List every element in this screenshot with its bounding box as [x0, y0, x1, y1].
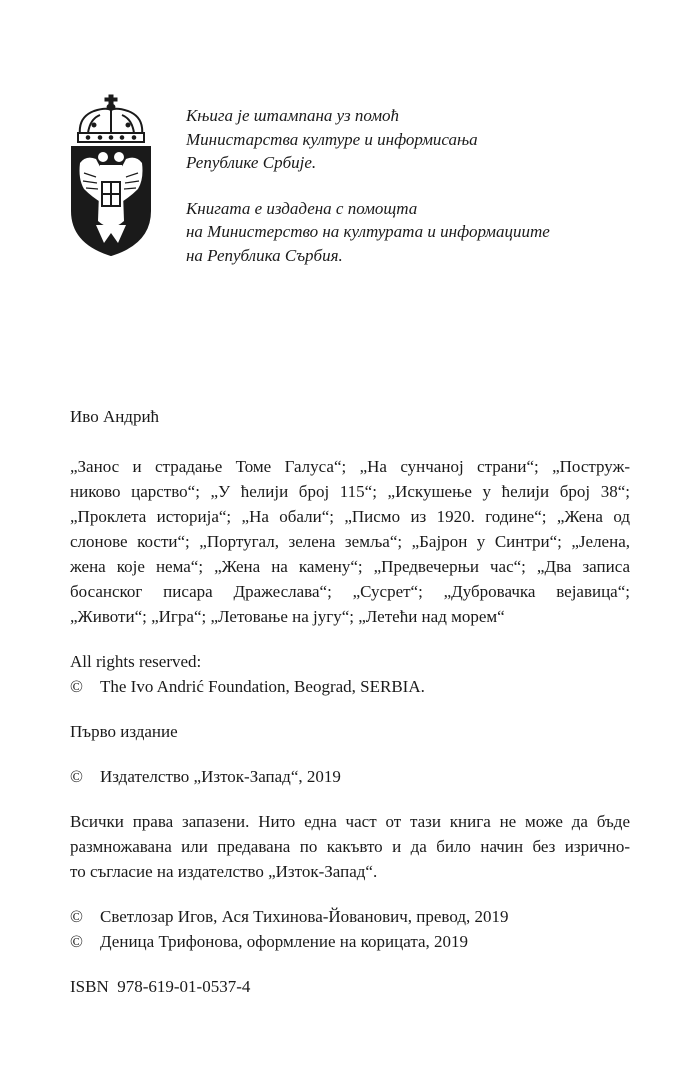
edition-label: Първо издание — [70, 722, 178, 741]
rights-holder: The Ivo Andrić Foundation, Beograd, SERBIA. — [100, 677, 425, 696]
works-list — [70, 454, 630, 629]
works-line: никово царство“; „У ћелији број 115“; „Искушење у ћелији број 38“; — [70, 482, 630, 501]
isbn-label: ISBN — [70, 977, 109, 996]
isbn-value: 978-619-01-0537-4 — [117, 977, 251, 996]
publisher-copyright — [70, 764, 630, 789]
works-line: жена које нема“; „Жена на камену“; „Предвечерњи час“; „Два записа — [70, 557, 630, 576]
support-note-serbian — [186, 104, 656, 175]
credit-line — [70, 929, 630, 954]
copyright-symbol: © — [70, 932, 83, 951]
support-line: Министарства културе и информисања — [186, 129, 478, 149]
author-name: Иво Андрић — [70, 407, 160, 426]
support-line: на Република Сърбия. — [186, 245, 343, 265]
rights-statement — [70, 809, 630, 884]
publisher-copyright-text: Издателство „Изток-Запад“, 2019 — [100, 767, 341, 786]
statement-line: Всички права запазени. Нито една част от тази книга не може да бъде — [70, 812, 630, 831]
works-line: „Проклета историја“; „На обали“; „Писмо из 1920. године“; „Жена од — [70, 507, 630, 526]
copyright-symbol: © — [70, 767, 83, 786]
credits-block — [70, 904, 630, 954]
support-line: Книгата е издадена с помощта — [186, 198, 418, 218]
support-line: на Министерство на културата и информациите — [186, 222, 550, 241]
works-line: „Занос и страдање Томе Галуса“; „На сунчаној страни“; „Поструж- — [70, 457, 630, 476]
support-line: Књига је штампана уз помоћ — [186, 106, 400, 125]
statement-line: размножавана или предавана по какъвто и да било начин без изрично- — [70, 837, 630, 856]
copyright-symbol: © — [70, 907, 83, 926]
imprint-text — [70, 404, 630, 999]
isbn-line — [70, 974, 630, 999]
credit-text: Деница Трифонова, оформление на корицата, 2019 — [100, 932, 469, 951]
rights-label: All rights reserved: — [70, 652, 202, 671]
works-line: „Животи“; „Игра“; „Летовање на југу“; „Летећи над морем“ — [70, 607, 505, 626]
statement-line: то съгласие на издателство „Изток-Запад“. — [70, 862, 378, 881]
rights-holder-line — [70, 674, 630, 699]
rights-block — [70, 649, 630, 699]
works-line: босанског писара Дражеслава“; „Сусрет“; „Дубровачка вејавица“; — [70, 582, 630, 601]
serbian-coat-of-arms-icon — [66, 93, 156, 258]
works-line: слонове кости“; „Португал, зелена земља“; „Бајрон у Синтри“; „Јелена, — [70, 532, 630, 551]
copyright-symbol: © — [70, 677, 83, 696]
credit-text: Светлозар Игов, Ася Тихинова-Йованович, превод, 2019 — [100, 907, 509, 926]
support-note-bulgarian — [186, 197, 656, 268]
credit-line — [70, 904, 630, 929]
support-note — [186, 104, 656, 267]
support-line: Републике Србије. — [186, 153, 317, 172]
